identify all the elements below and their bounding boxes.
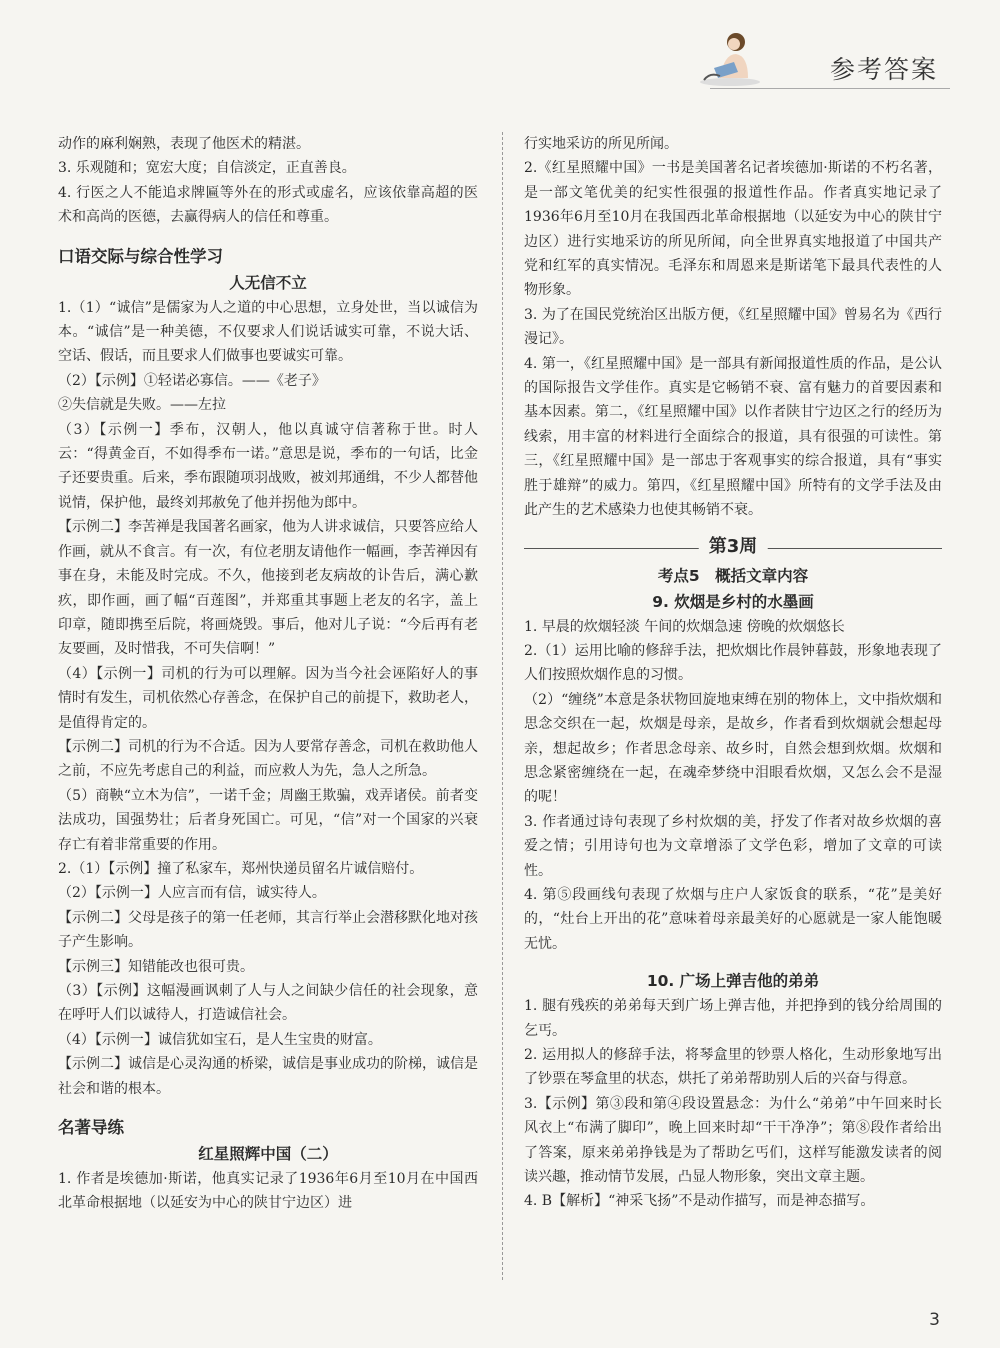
header-rule <box>710 88 950 89</box>
answer-line: 【示例二】诚信是心灵沟通的桥梁，诚信是事业成功的阶梯，诚信是社会和谐的根本。 <box>58 1056 478 1097</box>
answer-line: 4. B【解析】“神采飞扬”不是动作描写，而是神态描写。 <box>524 1193 875 1210</box>
page-number: 3 <box>929 1310 940 1330</box>
right-column <box>524 132 942 1214</box>
answer-line: 【示例二】父母是孩子的第一任老师，其言行举止会潜移默化地对孩子产生影响。 <box>58 909 478 951</box>
section-title: 名著导练 <box>58 1118 124 1138</box>
answer-line: 3.【示例】第③段和第④段设置悬念：为什么“弟弟”中午回来时长风衣上“布满了脚印”，晚上回来时却“干干净净”；第⑧段作者给出了答案，原来弟弟挣钱是为了帮助乞丐们，这样写能激发读者的阅读兴趣，推动情节发展，凸显人物形象，突出文章主题。 <box>524 1095 942 1186</box>
section-subtitle: 红星照辉中国（二） <box>198 1145 338 1164</box>
answer-line: ②失信就是失败。——左拉 <box>58 397 226 414</box>
article-title: 9. 炊烟是乡村的水墨画 <box>652 592 814 611</box>
section-subtitle: 人无信不立 <box>229 273 307 292</box>
answer-line: 【示例二】司机的行为不合适。因为人要常存善念，司机在救助他人之前，不应先考虑自己的利益，而应救人为先，急人之所急。 <box>58 738 478 780</box>
answer-line: 1. 早晨的炊烟轻淡 午间的炊烟急速 傍晚的炊烟悠长 <box>524 618 845 635</box>
answer-line: 2.《红星照耀中国》一书是美国著名记者埃德加·斯诺的不朽名著，是一部文笔优美的纪实性很强的报道性作品。作者真实地记录了1936年6月至10月在我国西北革命根据地（以延安为中心的陕甘宁边区）进行实地采访的所见所闻，向全世界真实地报道了中国共产党和红军的真实情况。毛泽东和周恩来是斯诺笔下最具代表性的人物形象。 <box>524 160 942 299</box>
left-column <box>58 132 478 1216</box>
answer-line: 4. 第一，《红星照耀中国》是一部具有新闻报道性质的作品，是公认的国际报告文学佳作。真实是它畅销不衰、富有魅力的首要因素和基本因素。第二，《红星照耀中国》以作者陕甘宁边区之行的经历为线索，用丰富的材料进行全面综合的报道，具有很强的可读性。第三，《红星照耀中国》是一部忠于客观事实的综合报道，具有“事实胜于雄辩”的威力。第四，《红星照耀中国》所特有的文学手法及由此产生的艺术感染力也使其畅销不衰。 <box>524 355 942 519</box>
answer-line: 1. 作者是埃德加·斯诺，他真实记录了1936年6月至10月在中国西北革命根据地（以延安为中心的陕甘宁边区）进 <box>58 1171 478 1212</box>
answer-line: 3. 作者通过诗句表现了乡村炊烟的美，抒发了作者对故乡炊烟的喜爱之情；引用诗句也为文章增添了文学色彩，增加了文章的可读性。 <box>524 813 942 879</box>
answer-line: 行实地采访的所见所闻。 <box>524 136 678 152</box>
answer-line: （2）“缠绕”本意是条状物回旋地束缚在别的物体上，文中指炊烟和思念交织在一起，炊烟是母亲，是故乡，作者看到炊烟就会想起母亲，想起故乡；作者思念母亲、故乡时，自然会想到炊烟。炊烟和思念紧密缠绕在一起，在魂牵梦绕中泪眼看炊烟，又怎么会不是湿的呢！ <box>524 691 942 806</box>
answer-line: 4. 第⑤段画线句表现了炊烟与庄户人家饭食的联系，“花”是美好的，“灶台上开出的花”意味着母亲最美好的心愿就是一家人能饱暖无忧。 <box>524 886 942 952</box>
week-divider <box>524 533 942 563</box>
answer-line: 1.（1）“诚信”是儒家为人之道的中心思想，立身处世，当以诚信为本。“诚信”是一种美德，不仅要求人们说话诚实可靠，不说大话、空话、假话，而且要求人们做事也要诚实可靠。 <box>58 299 478 365</box>
girl-reading-icon <box>690 28 766 88</box>
answer-line: （3）【示例一】季布，汉朝人，他以真诚守信著称于世。时人云：“得黄金百，不如得季布一诺。”意思是说，季布的一句话，比金子还要贵重。后来，季布跟随项羽战败，被刘邦通缉，不少人都替他说情，保护他，最终刘邦赦免了他并拐他为郎中。 <box>58 421 478 511</box>
answer-line: 1. 腿有残疾的弟弟每天到广场上弹吉他，并把挣到的钱分给周围的乞丐。 <box>524 998 942 1039</box>
answer-line: 4. 行医之人不能追求牌匾等外在的形式或虚名，应该依靠高超的医术和高尚的医德，去赢得病人的信任和尊重。 <box>58 184 478 226</box>
answer-line: （4）【示例一】诚信犹如宝石，是人生宝贵的财富。 <box>58 1031 382 1048</box>
section-title: 口语交际与综合性学习 <box>58 246 223 266</box>
answer-line: 2.（1）【示例】撞了私家车，郑州快递员留名片诚信赔付。 <box>58 860 424 877</box>
article-title: 10. 广场上弹吉他的弟弟 <box>646 972 820 991</box>
answer-line: 【示例三】知错能改也很可贵。 <box>58 958 254 975</box>
answer-line: 3. 乐观随和；宽宏大度；自信淡定，正直善良。 <box>58 160 356 177</box>
answer-line: （4）【示例一】司机的行为可以理解。因为当今社会诬陷好人的事情时有发生，司机依然心存善念，在保护自己的前提下，救助老人，是值得肯定的。 <box>58 665 478 731</box>
answer-line: 3. 为了在国民党统治区出版方便，《红星照耀中国》曾易名为《西行漫记》。 <box>524 306 942 348</box>
topic-title: 考点5 概括文章内容 <box>657 566 809 585</box>
week-label: 第3周 <box>699 535 768 559</box>
answer-line: 2. 运用拟人的修辞手法，将琴盒里的钞票人格化，生动形象地写出了钞票在琴盒里的状态，烘托了弟弟帮助别人后的兴奋与得意。 <box>524 1047 942 1088</box>
answer-line: （2）【示例一】人应言而有信，诚实待人。 <box>58 885 326 902</box>
column-divider <box>502 132 503 1280</box>
answer-line: 动作的麻利娴熟，表现了他医术的精湛。 <box>58 136 310 152</box>
answer-line: 【示例二】李苦禅是我国著名画家，他为人讲求诚信，只要答应给人作画，就从不食言。有一次，有位老朋友请他作一幅画，李苦禅因有事在身，未能及时完成。不久，他接到老友病故的讣告后，满心歉疚，即作画，画了幅“百莲图”，并郑重其事题上老友的名字，盖上印章，随即携至后院，将画烧毁。事后，他对儿子说：“今后再有老友要画，及时惜我，不可失信啊！” <box>58 519 478 658</box>
answer-line: （2）【示例】①轻诺必寡信。——《老子》 <box>58 372 326 389</box>
answer-line: （5）商鞅“立木为信”，一诺千金；周幽王欺骗，戏弄诸侯。前者变法成功，国强势壮；后者身死国亡。可见，“信”对一个国家的兴衰存亡有着非常重要的作用。 <box>58 787 478 853</box>
page-header <box>690 28 950 88</box>
answer-line: （3）【示例】这幅漫画讽刺了人与人之间缺少信任的社会现象，意在呼吁人们以诚待人，打造诚信社会。 <box>58 983 478 1024</box>
header-title: 参考答案 <box>829 55 938 84</box>
answer-line: 2.（1）运用比喻的修辞手法，把炊烟比作晨钟暮鼓，形象地表现了人们按照炊烟作息的习惯。 <box>524 642 942 684</box>
